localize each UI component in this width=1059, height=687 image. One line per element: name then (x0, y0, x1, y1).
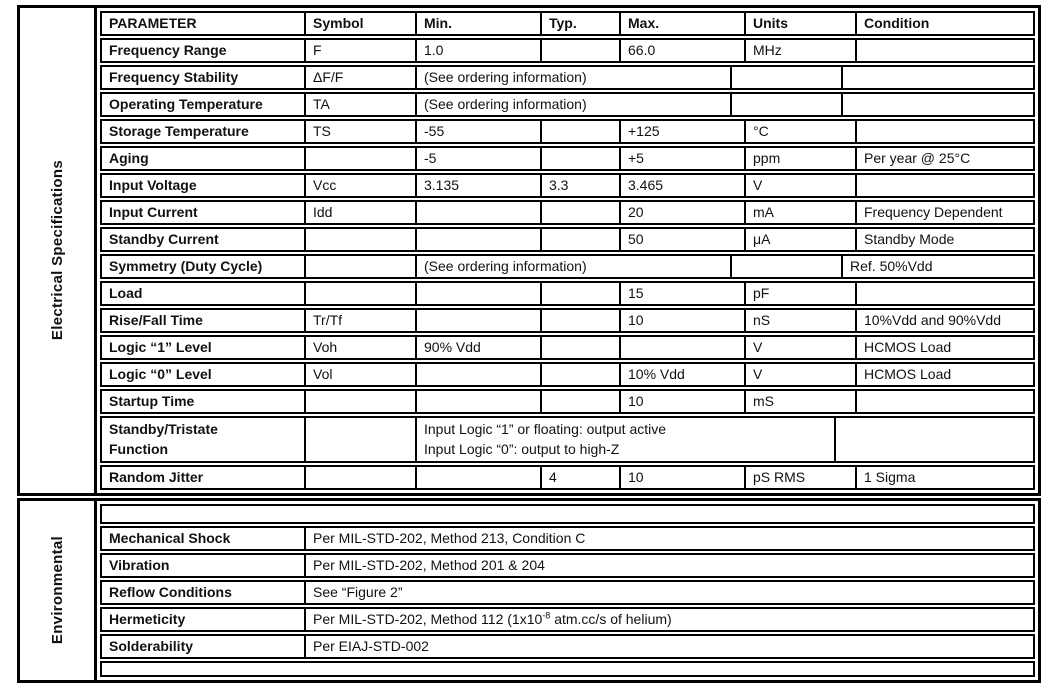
cell-param: Startup Time (109, 393, 195, 409)
table-row (100, 465, 1035, 490)
cell-min: 90% Vdd (415, 337, 540, 358)
cell-envparam: Reflow Conditions (109, 584, 232, 600)
cell-typ (540, 40, 619, 61)
cell-min (415, 202, 540, 223)
cell-min (415, 364, 540, 385)
cell-cond (841, 94, 1033, 115)
cell-param: Load (109, 285, 143, 301)
cell-envparam: Vibration (109, 557, 170, 573)
cell-typ (540, 391, 619, 412)
col-header-max: Max. (619, 13, 744, 34)
cell-cond (855, 391, 1033, 412)
cell-cond (855, 283, 1033, 304)
cell-symbol (304, 283, 415, 304)
cell-max: +5 (619, 148, 744, 169)
cell-span3: (See ordering information) (415, 256, 730, 277)
col-header-min: Min. (415, 13, 540, 34)
col-header-typ: Typ. (540, 13, 619, 34)
cell-min: 3.135 (415, 175, 540, 196)
cell-units (730, 67, 841, 88)
cell-units: nS (744, 310, 855, 331)
cell-symbol (304, 391, 415, 412)
electrical-section (17, 5, 1041, 496)
cell-envparam: Mechanical Shock (109, 530, 231, 546)
table-row (100, 553, 1035, 578)
cell-typ (540, 364, 619, 385)
cell-max: 10% Vdd (619, 364, 744, 385)
cell-symbol: TA (304, 94, 415, 115)
cell-param: Input Current (109, 204, 198, 220)
col-header-parameter: PARAMETER (109, 15, 197, 31)
cell-cond (834, 418, 1033, 461)
table-row (100, 607, 1035, 632)
table-row (100, 92, 1035, 117)
table-row (100, 200, 1035, 225)
spacer-row (100, 661, 1035, 677)
cell-typ: 4 (540, 467, 619, 488)
table-row (100, 335, 1035, 360)
cell-cond: 1 Sigma (855, 467, 1033, 488)
cell-units: V (744, 175, 855, 196)
cell-min (415, 283, 540, 304)
table-row (100, 38, 1035, 63)
cell-param: Standby Current (109, 231, 219, 247)
cell-typ (540, 283, 619, 304)
cell-min: -55 (415, 121, 540, 142)
table-row (100, 65, 1035, 90)
cell-cond: Standby Mode (855, 229, 1033, 250)
cell-units: ppm (744, 148, 855, 169)
cell-typ: 3.3 (540, 175, 619, 196)
cell-typ (540, 148, 619, 169)
cell-param: Random Jitter (109, 469, 204, 485)
environmental-section (17, 498, 1041, 683)
cell-typ (540, 337, 619, 358)
cell-min: -5 (415, 148, 540, 169)
cell-units: mA (744, 202, 855, 223)
cell-max: 20 (619, 202, 744, 223)
cell-spacer (102, 663, 1033, 675)
cell-param: Aging (109, 150, 149, 166)
cell-cond: HCMOS Load (855, 364, 1033, 385)
col-header-condition: Condition (855, 13, 1033, 34)
col-header-units: Units (744, 13, 855, 34)
table-header-row (100, 11, 1035, 36)
table-row (100, 362, 1035, 387)
cell-envparam: Solderability (109, 638, 194, 654)
cell-param: Standby/Tristate Function (109, 421, 218, 457)
electrical-rows (97, 8, 1038, 493)
table-row (100, 416, 1035, 463)
table-row (100, 119, 1035, 144)
cell-min (415, 310, 540, 331)
cell-symbol: F (304, 40, 415, 61)
cell-cond (855, 40, 1033, 61)
cell-symbol (304, 418, 415, 461)
cell-cond: Ref. 50%Vdd (841, 256, 1033, 277)
cell-max: 15 (619, 283, 744, 304)
table-row (100, 634, 1035, 659)
table-row (100, 580, 1035, 605)
table-row (100, 227, 1035, 252)
cell-param: Operating Temperature (109, 96, 263, 112)
table-row (100, 281, 1035, 306)
cell-param: Input Voltage (109, 177, 197, 193)
environmental-section-label-cell (20, 501, 97, 680)
cell-max: +125 (619, 121, 744, 142)
cell-symbol (304, 229, 415, 250)
cell-envvalue: See “Figure 2” (304, 582, 1033, 603)
cell-cond (855, 121, 1033, 142)
cell-symbol (304, 148, 415, 169)
electrical-section-label-cell (20, 8, 97, 493)
cell-param: Logic “1” Level (109, 339, 212, 355)
cell-max: 50 (619, 229, 744, 250)
cell-span4: Input Logic “1” or floating: output active Input Logic “0”: output to high-Z (415, 418, 834, 461)
cell-units: μA (744, 229, 855, 250)
cell-cond: HCMOS Load (855, 337, 1033, 358)
spacer-row (100, 504, 1035, 524)
cell-cond: Per year @ 25°C (855, 148, 1033, 169)
cell-min: 1.0 (415, 40, 540, 61)
environmental-section-label: Environmental (48, 536, 66, 645)
cell-symbol: ΔF/F (304, 67, 415, 88)
cell-units: pS RMS (744, 467, 855, 488)
cell-span3: (See ordering information) (415, 67, 730, 88)
cell-symbol: Idd (304, 202, 415, 223)
cell-param: Rise/Fall Time (109, 312, 203, 328)
table-row (100, 308, 1035, 333)
cell-cond (855, 175, 1033, 196)
cell-envvalue: Per EIAJ-STD-002 (304, 636, 1033, 657)
cell-param: Logic “0” Level (109, 366, 212, 382)
cell-param: Symmetry (Duty Cycle) (109, 258, 263, 274)
cell-spacer (102, 506, 1033, 522)
cell-typ (540, 229, 619, 250)
cell-param: Frequency Stability (109, 69, 239, 85)
cell-max (619, 337, 744, 358)
cell-symbol: Voh (304, 337, 415, 358)
cell-units: MHz (744, 40, 855, 61)
cell-symbol: Vcc (304, 175, 415, 196)
table-row (100, 389, 1035, 414)
cell-symbol (304, 256, 415, 277)
cell-param: Storage Temperature (109, 123, 249, 139)
table-row (100, 146, 1035, 171)
cell-max: 10 (619, 467, 744, 488)
cell-cond: 10%Vdd and 90%Vdd (855, 310, 1033, 331)
cell-span3: (See ordering information) (415, 94, 730, 115)
cell-symbol: TS (304, 121, 415, 142)
cell-envvalue: Per MIL-STD-202, Method 213, Condition C (304, 528, 1033, 549)
cell-symbol: Vol (304, 364, 415, 385)
col-header-symbol: Symbol (304, 13, 415, 34)
cell-units (730, 256, 841, 277)
cell-symbol: Tr/Tf (304, 310, 415, 331)
cell-min (415, 467, 540, 488)
cell-typ (540, 202, 619, 223)
table-row (100, 173, 1035, 198)
cell-units: °C (744, 121, 855, 142)
table-row (100, 254, 1035, 279)
cell-units: V (744, 364, 855, 385)
cell-max: 3.465 (619, 175, 744, 196)
cell-symbol (304, 467, 415, 488)
cell-envvalue: Per MIL-STD-202, Method 112 ($1x10^{-8}$ atm.cc/s of helium) (304, 609, 1033, 630)
cell-envparam: Hermeticity (109, 611, 186, 627)
cell-min (415, 229, 540, 250)
environmental-rows (97, 501, 1038, 680)
cell-min (415, 391, 540, 412)
table-row (100, 526, 1035, 551)
electrical-section-label: Electrical Specifications (48, 160, 66, 341)
cell-cond (841, 67, 1033, 88)
cell-units: V (744, 337, 855, 358)
cell-envvalue: Per MIL-STD-202, Method 201 & 204 (304, 555, 1033, 576)
spec-table (17, 5, 1041, 683)
cell-units: mS (744, 391, 855, 412)
cell-units: pF (744, 283, 855, 304)
cell-units (730, 94, 841, 115)
cell-max: 66.0 (619, 40, 744, 61)
cell-param: Frequency Range (109, 42, 227, 58)
cell-typ (540, 310, 619, 331)
cell-max: 10 (619, 391, 744, 412)
cell-typ (540, 121, 619, 142)
cell-cond: Frequency Dependent (855, 202, 1033, 223)
cell-max: 10 (619, 310, 744, 331)
